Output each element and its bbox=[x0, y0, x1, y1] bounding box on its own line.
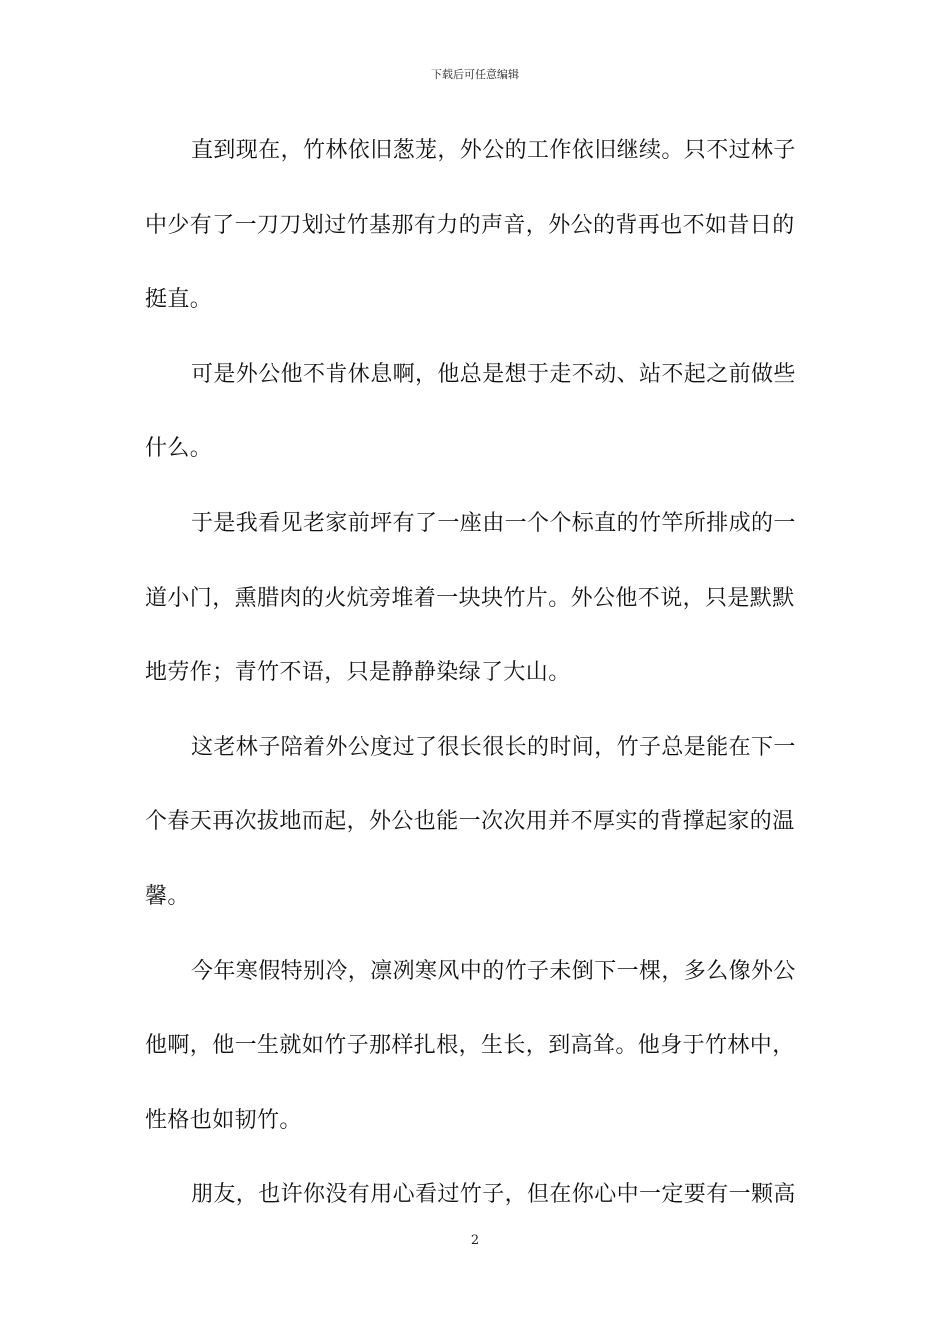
text-line: 朋友，也许你没有用心看过竹子，但在你心中一定要有一颗高 bbox=[191, 1182, 796, 1208]
text-line: 挺直。 bbox=[145, 287, 213, 313]
text-line: 可是外公他不肯休息啊，他总是想于走不动、站不起之前做些 bbox=[191, 361, 796, 387]
page-number: 2 bbox=[470, 1233, 480, 1248]
paragraph bbox=[145, 947, 810, 1171]
text-line: 性格也如韧竹。 bbox=[145, 1107, 302, 1133]
text-line: 什么。 bbox=[145, 436, 213, 462]
text-line: 个春天再次拔地而起，外公也能一次次用并不厚实的背撑起家的温 bbox=[145, 809, 795, 835]
paragraph bbox=[145, 499, 810, 723]
paragraph bbox=[145, 126, 810, 350]
paragraph bbox=[145, 350, 810, 499]
page-header: 下载后可任意编辑 bbox=[431, 68, 519, 81]
text-line: 他啊，他一生就如竹子那样扎根，生长，到高耸。他身于竹林中， bbox=[145, 1033, 795, 1059]
text-line: 道小门，熏腊肉的火炕旁堆着一块块竹片。外公他不说，只是默默 bbox=[145, 585, 795, 611]
text-line: 于是我看见老家前坪有了一座由一个个标直的竹竿所排成的一 bbox=[191, 510, 796, 536]
text-line: 中少有了一刀刀划过竹基那有力的声音，外公的背再也不如昔日的 bbox=[145, 212, 795, 238]
text-line: 这老林子陪着外公度过了很长很长的时间，竹子总是能在下一 bbox=[191, 734, 796, 760]
text-line: 直到现在，竹林依旧葱茏，外公的工作依旧继续。只不过林子 bbox=[191, 138, 796, 163]
text-line: 地劳作；青竹不语，只是静静染绿了大山。 bbox=[145, 660, 571, 686]
text-line: 今年寒假特别冷，凛冽寒风中的竹子未倒下一棵，多么像外公 bbox=[191, 958, 796, 984]
text-line: 馨。 bbox=[145, 883, 190, 909]
paragraph bbox=[145, 723, 810, 947]
document-body bbox=[145, 126, 810, 1245]
